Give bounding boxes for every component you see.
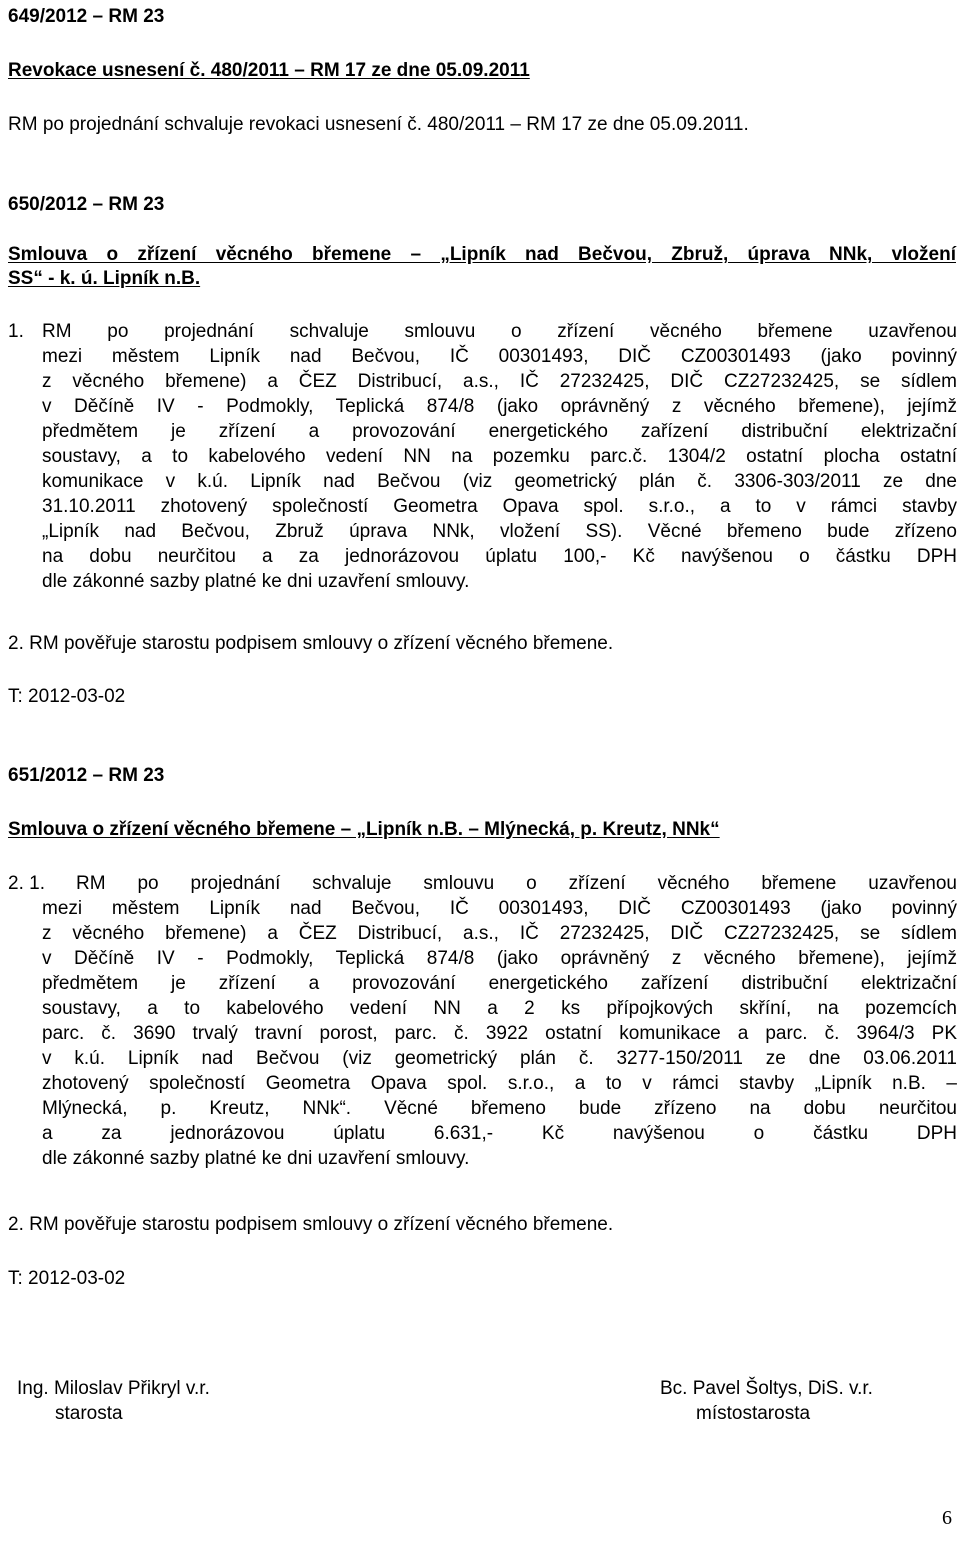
paragraph-line: 31.10.2011 zhotovený společností Geometra Opava spol. s.r.o., a to v rámci stavby	[42, 496, 957, 517]
resolution-term-650: T: 2012-03-02	[8, 686, 126, 707]
resolution-heading-651: 651/2012 – RM 23	[8, 765, 165, 786]
paragraph-line: na dobu neurčitou a za jednorázovou úplatu 100,- Kč navýšenou o částku DPH	[42, 546, 957, 567]
resolution-paragraph-650-1	[42, 319, 957, 594]
resolution-subject-650-line2: SS“ - k. ú. Lipník n.B.	[8, 268, 201, 289]
paragraph-line: RM po projednání schvaluje smlouvu o zřízení věcného břemene uzavřenou	[42, 321, 957, 342]
signature-right-role: místostarosta	[696, 1403, 811, 1424]
paragraph-line: soustavy, a to kabelového vedení NN na pozemku parc.č. 1304/2 ostatní plocha ostatní	[42, 446, 957, 467]
resolution-term-651: T: 2012-03-02	[8, 1268, 126, 1289]
resolution-heading-650: 650/2012 – RM 23	[8, 194, 165, 215]
paragraph-line: mezi městem Lipník nad Bečvou, IČ 00301493, DIČ CZ00301493 (jako povinný	[42, 898, 957, 919]
paragraph-line: RM po projednání schvaluje smlouvu o zřízení věcného břemene uzavřenou	[76, 873, 957, 894]
paragraph-line: „Lipník nad Bečvou, Zbruž úprava NNk, vložení SS). Věcné břemeno bude zřízeno	[42, 521, 957, 542]
resolution-text-649: RM po projednání schvaluje revokaci usnesení č. 480/2011 – RM 17 ze dne 05.09.2011.	[8, 114, 749, 135]
signature-left-role: starosta	[55, 1403, 123, 1424]
page-number: 6	[942, 1507, 952, 1529]
paragraph-line: v Děčíně IV - Podmokly, Teplická 874/8 (jako oprávněný z věcného břemene), jejímž	[42, 396, 957, 417]
paragraph-line: Mlýnecká, p. Kreutz, NNk“. Věcné břemeno bude zřízeno na dobu neurčitou	[42, 1098, 957, 1119]
resolution-heading-649: 649/2012 – RM 23	[8, 6, 165, 27]
paragraph-line: mezi městem Lipník nad Bečvou, IČ 00301493, DIČ CZ00301493 (jako povinný	[42, 346, 957, 367]
resolution-subject-649: Revokace usnesení č. 480/2011 – RM 17 ze dne 05.09.2011	[8, 60, 530, 81]
paragraph-line: z věcného břemene) a ČEZ Distribucí, a.s., IČ 27232425, DIČ CZ27232425, se sídlem	[42, 371, 957, 392]
paragraph-line: zhotovený společností Geometra Opava spol. s.r.o., a to v rámci stavby „Lipník n.B. –	[42, 1073, 957, 1094]
signature-left-name: Ing. Miloslav Přikryl v.r.	[17, 1378, 210, 1399]
resolution-subject-651: Smlouva o zřízení věcného břemene – „Lipník n.B. – Mlýnecká, p. Kreutz, NNk“	[8, 819, 720, 840]
resolution-paragraph-650-2: 2. RM pověřuje starostu podpisem smlouvy o zřízení věcného břemene.	[8, 633, 614, 654]
paragraph-line: dle zákonné sazby platné ke dni uzavření smlouvy.	[42, 1148, 470, 1169]
paragraph-number-650-1: 1.	[8, 321, 24, 342]
resolution-subject-650-line1: Smlouva o zřízení věcného břemene – „Lipník nad Bečvou, Zbruž, úprava NNk, vložení	[8, 244, 956, 265]
paragraph-line: předmětem je zřízení a provozování energetického zařízení distribuční elektrizační	[42, 973, 957, 994]
paragraph-line: z věcného břemene) a ČEZ Distribucí, a.s., IČ 27232425, DIČ CZ27232425, se sídlem	[42, 923, 957, 944]
resolution-paragraph-651-2: 2. RM pověřuje starostu podpisem smlouvy o zřízení věcného břemene.	[8, 1214, 614, 1235]
paragraph-line: předmětem je zřízení a provozování energetického zařízení distribuční elektrizační	[42, 421, 957, 442]
paragraph-line: parc. č. 3690 trvalý travní porost, parc. č. 3922 ostatní komunikace a parc. č. 3964/3 PK	[42, 1023, 957, 1044]
resolution-paragraph-651-1	[42, 871, 957, 1171]
paragraph-line: v k.ú. Lipník nad Bečvou (viz geometrický plán č. 3277-150/2011 ze dne 03.06.2011	[42, 1048, 957, 1069]
paragraph-number-651-1: 2. 1.	[8, 873, 45, 894]
signature-right-name: Bc. Pavel Šoltys, DiS. v.r.	[660, 1378, 873, 1399]
paragraph-line: a za jednorázovou úplatu 6.631,- Kč navýšenou o částku DPH	[42, 1123, 957, 1144]
paragraph-line: v Děčíně IV - Podmokly, Teplická 874/8 (jako oprávněný z věcného břemene), jejímž	[42, 948, 957, 969]
paragraph-line: soustavy, a to kabelového vedení NN a 2 ks přípojkových skříní, na pozemcích	[42, 998, 957, 1019]
paragraph-line: dle zákonné sazby platné ke dni uzavření smlouvy.	[42, 571, 470, 592]
paragraph-line: komunikace v k.ú. Lipník nad Bečvou (viz geometrický plán č. 3306-303/2011 ze dne	[42, 471, 957, 492]
